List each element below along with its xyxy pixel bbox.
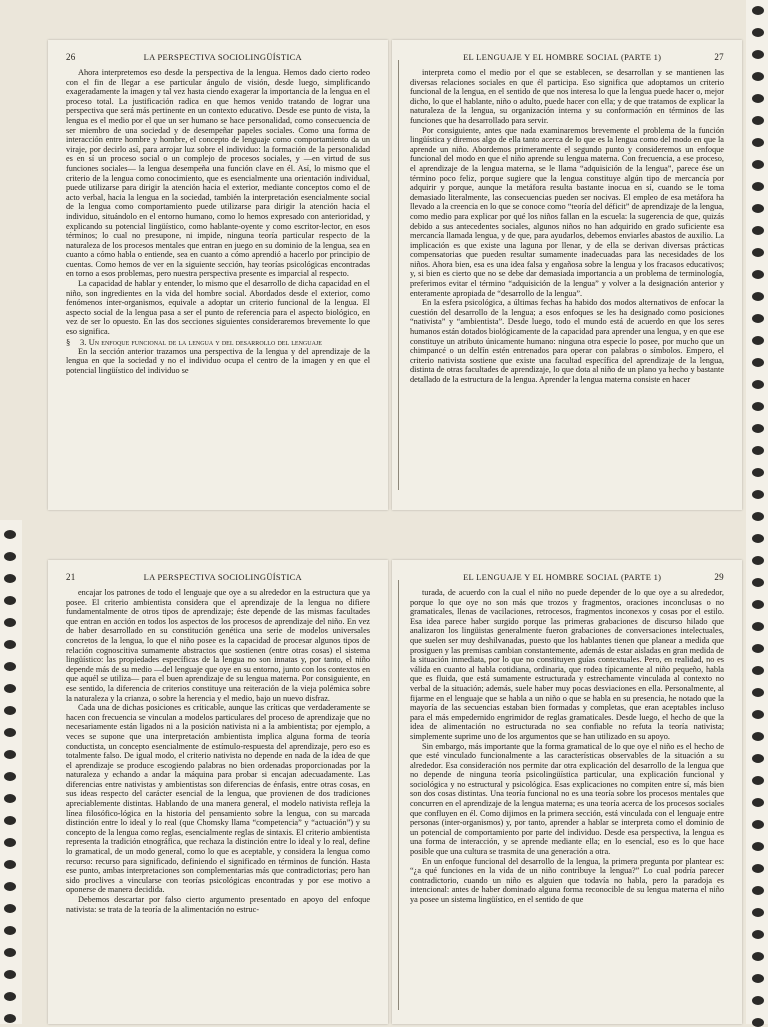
binding-ring [4, 904, 16, 913]
binding-ring [752, 424, 764, 433]
page-27 [392, 40, 742, 510]
binding-ring [752, 28, 764, 37]
binding-ring [752, 446, 764, 455]
binding-ring [752, 842, 764, 851]
binding-ring [752, 160, 764, 169]
running-head: LA PERSPECTIVA SOCIOLINGÜÍSTICA [143, 572, 302, 582]
binding-ring [752, 72, 764, 81]
binding-ring [4, 662, 16, 671]
binding-ring [752, 952, 764, 961]
page-body [392, 66, 742, 385]
binding-ring [4, 728, 16, 737]
binding-ring [4, 552, 16, 561]
page-number: 29 [714, 572, 724, 582]
binding-ring [752, 314, 764, 323]
binding-ring [4, 706, 16, 715]
binding-ring [752, 468, 764, 477]
running-head: EL LENGUAJE Y EL HOMBRE SOCIAL (PARTE 1) [463, 572, 662, 582]
binding-ring [752, 930, 764, 939]
spiral-binding-left [0, 520, 22, 1024]
page-body [392, 586, 742, 905]
binding-ring [752, 512, 764, 521]
binding-ring [4, 640, 16, 649]
binding-ring [752, 490, 764, 499]
binding-ring [752, 644, 764, 653]
page-header [392, 40, 742, 66]
page-body [48, 586, 388, 914]
binding-ring [4, 794, 16, 803]
binding-ring [752, 402, 764, 411]
section-mark: § [66, 336, 71, 347]
binding-ring [752, 886, 764, 895]
paragraph: encajar los patrones de todo el lenguaje que oye a su alrededor en la estructura que ya posee. El criterio ambientista considera que el aprendizaje de la lengua no difiere fundamentalmente de otros tipos de aprendizaje; éste depende de las mismas facultades que entran en acción en todos los aspectos de los procesos de aprendizaje del niño. En vez de haber desarrollado en su constitución genética una serie de modelos universales concretos de la lengua, lo que el niño posee es la capacidad de procesar algunos tipos de relación cognoscitiva sumamente abstractos que sostienen (entre otras cosas) el sistema lingüístico: las propiedades específicas de la lengua no son innatas y, por tanto, el niño depende más de su medio —del lenguaje que oye en su entorno, junto con los contextos en que aquél se utiliza— para el buen aprendizaje de su lengua materna. Por consiguiente, en ese sentido, la diferencia de criterios constituye una reiteración de la vieja polémica sobre la naturaleza y la crianza, o sobre la herencia y el medio, bajo un nuevo disfraz. [66, 588, 370, 703]
binding-ring [752, 50, 764, 59]
running-head: EL LENGUAJE Y EL HOMBRE SOCIAL (PARTE 1) [463, 52, 662, 62]
binding-ring [752, 864, 764, 873]
binding-ring [752, 380, 764, 389]
binding-ring [752, 1018, 764, 1027]
binding-ring [752, 556, 764, 565]
binding-ring [4, 574, 16, 583]
page-26 [48, 40, 388, 510]
page-29 [392, 560, 742, 1024]
page-header [48, 40, 388, 66]
binding-ring [752, 94, 764, 103]
binding-ring [4, 596, 16, 605]
binding-ring [752, 116, 764, 125]
paragraph: turada, de acuerdo con la cual el niño no puede depender de lo que oye a su alrededor, porque lo que oye no son más que trozos y fragmentos, oraciones inconclusas o no gramaticales, llenas de vacilaciones, retrocesos, fragmentos inconexos y cosas por el estilo. Esa idea parece haber surgido porque las primeras grabaciones de discurso hilado que analizaron los lingüistas generalmente fueron grabaciones de conversaciones intelectuales, que suelen ser muy deshilvanadas, puesto que los hablantes tienen que planear a medida que prosiguen y las premisas cambian constantemente, además de estar aisladas en gran medida de la situación inmediata, por lo que no constituyen guías contextuales. Pero, en realidad, no es válida en cuanto al habla cotidiana, ordinaria, que rodea típicamente al niño pequeño, habla que es fluida, que está sumamente estructurada y estrechamente vinculada al contexto no verbal de la situación; además, suele haber muy pocas desviaciones en ella. Personalmente, al fijarme en el lenguaje que se habla a un niño o que se habla en su presencia, he notado que la mayoría de las secuencias estaban bien formadas y completas, que eran aceptables incluso para el más empedernido engrimidor de reglas gramaticales. Desde luego, el hecho de que la idea de alimentación no estructurada no sea confiable no refuta la teoría nativista; simplemente suprime uno de los argumentos que se han utilizado en su apoyo. [410, 588, 724, 741]
paragraph: Por consiguiente, antes que nada examinaremos brevemente el problema de la función lingüística y diremos algo de ella tanto acerca de lo que es la lengua como del modo en que la aprende un niño. Abordemos primeramente el segundo punto y consideremos un enfoque funcional del modo en que el niño aprende su lengua materna. Con frecuencia, a ese proceso, el aprendizaje de la lengua materna, se le llama “adquisición de la lengua”, parece ése un término poco feliz, porque sugiere que la lengua constituye algún tipo de mercancía por adquirir y porque, aunque la metáfora resulta bastante inocua en sí, cuando se le toma demasiado literalmente, las consecuencias pueden ser nocivas. El empleo de esa metáfora ha llevado a la creencia en lo que se conoce como “teoría del déficit” de aprendizaje de la lengua, como medio para explicar por qué los niños fallan en la escuela: la sugerencia de que, quizás debido a sus antecedentes sociales, algunos niños no han adquirido en grado suficiente esa mercancía llamada lengua, y de que, para ayudarlos, debemos enviarles abastos de auxilio. La implicación es que existe una laguna por llenar, y de ella se derivan diversas prácticas compensatorias que pueden resultar sumamente inadecuadas para las necesidades de los niños. Ahora bien, esa es una idea falsa y engañosa sobre la lengua y los fracasos educativos; y, si bien es cierto que no se debe dar demasiada importancia a un problema de terminología, preferimos evitar el término “adquisición de la lengua” y volver a la designación anterior y enteramente apropiada de “desarrollo de la lengua”. [410, 125, 724, 298]
paragraph: En un enfoque funcional del desarrollo de la lengua, la primera pregunta por plantear es: “¿a qué funciones en la vida de un niño contribuye la lengua?” Lo cual podría parecer contradictorio, cuando un niño es alguien que todavía no habla, pero la paradoja es intencional: antes de haber dominado alguna forma reconocible de su lengua materna el niño ya posee un sistema lingüístico, en el sentido de que [410, 856, 724, 904]
binding-ring [752, 908, 764, 917]
binding-ring [752, 6, 764, 15]
paragraph: Debemos descartar por falso cierto argumento presentado en apoyo del enfoque nativista: se trata de la teoría de la alimentación no estruc- [66, 895, 370, 914]
binding-ring [752, 798, 764, 807]
section-title: 3. Un enfoque funcional de la lengua y del desarrollo del lenguaje [80, 336, 322, 347]
binding-ring [752, 732, 764, 741]
binding-ring [4, 618, 16, 627]
binding-ring [752, 754, 764, 763]
binding-ring [4, 530, 16, 539]
margin-line [398, 580, 399, 1010]
paragraph: En la esfera psicológica, a últimas fechas ha habido dos modos alternativos de enfocar la cuestión del desarrollo de la lengua; a esos enfoques se les ha designado como posiciones “nativista” y “ambientista”. Desde luego, todo el mundo está de acuerdo en que los seres humanos están dotados biológicamente de la capacidad para aprender una lengua, y en que ese constituye un atributo únicamente humano: ninguna otra especie lo posee, por mucho que un chimpancé o un delfín estén entrenados para operar con palabras o símbolos. Empero, el criterio nativista sostiene que existe una facultad específica del aprendizaje de la lengua, distinta de otras facultades de aprendizaje, lo que dota al niño de un plano ya hecho y bastante detallado de la estructura de la lengua. Aprender la lengua materna consiste en hacer [410, 298, 725, 384]
binding-ring [752, 820, 764, 829]
paragraph: La capacidad de hablar y entender, lo mismo que el desarrollo de dicha capacidad en el niño, son ingredientes en la vida del hombre social. Abordados desde el exterior, como fenómenos inter-organismos, equivale a adoptar un criterio funcional de la lengua. El aspecto social de la lengua pasa a ser el punto de referencia para el aspecto biológico, en vez de ser lo opuesto. En las dos secciones siguientes consideraremos brevemente lo que eso significa. [66, 279, 370, 337]
page-number: 27 [714, 52, 724, 62]
binding-ring [752, 622, 764, 631]
binding-ring [752, 534, 764, 543]
section-heading [66, 337, 370, 347]
paragraph: Ahora interpretemos eso desde la perspectiva de la lengua. Hemos dado cierto rodeo con el fin de llegar a ese particular ángulo de visión, desde luego, simplificando exageradamente la imagen y tal vez hasta ciendo exagerar la importancia de la lengua en el proceso total. La justificación radica en que hemos venido tratando de lograr una perspectiva que será más pertinente en un contexto educativo. Desde ese punto de vista, la lengua es el medio por el que un ser humano se hace personalidad, como consecuencia de ser miembro de una sociedad y de desempeñar papeles sociales. Como una forma de interacción entre hombre y hombre, el concepto de lenguaje como comportamiento da un viraje, por decirlo así, para arrojar luz sobre el individuo: la formación de la personalidad es en sí un proceso social o un complejo de procesos sociales, y —en virtud de sus funciones sociales— la lengua desempeña una función clave en él. Así, lo mismo que el criterio de la lengua como conocimiento, que es esencialmente una orientación individual, puede utilizarse para dirigir la atención hacia el exterior, mediante conceptos como el de acto verbal, hacia la lengua en la sociedad, también la interpretación esencialmente social de la lengua como comportamiento puede utilizarse para dirigir la atención hacia el individuo, situándolo en el entorno humano, como lo hemos expresado con anterioridad, y explicando su potencial lingüístico, como hablante-oyente y como escritor-lector, en esos términos; lo cual no presupone, ni impide, ninguna teoría particular respecto de la naturaleza de los procesos mentales que entran en juego en su dominio de la lengua, sea en cuanto a cómo habla o entiende, sea en cuanto a cómo aprendió a hacerlo por principio de cuentas. Como hemos de ver en la siguiente sección, hay teorías psicológicas encontradas en torno a esos problemas, pero nuestra perspectiva presente es imparcial al respecto. [66, 68, 370, 279]
binding-ring [752, 776, 764, 785]
binding-ring [4, 860, 16, 869]
binding-ring [4, 1014, 16, 1023]
binding-ring [752, 358, 764, 367]
page-number: 21 [66, 572, 76, 582]
binding-ring [4, 750, 16, 759]
binding-ring [752, 270, 764, 279]
binding-ring [752, 138, 764, 147]
binding-ring [752, 248, 764, 257]
binding-ring [752, 996, 764, 1005]
binding-ring [4, 992, 16, 1001]
page-21 [48, 560, 388, 1024]
binding-ring [752, 974, 764, 983]
binding-ring [752, 336, 764, 345]
binding-ring [752, 600, 764, 609]
binding-ring [752, 292, 764, 301]
binding-ring [752, 710, 764, 719]
binding-ring [4, 970, 16, 979]
binding-ring [752, 226, 764, 235]
paragraph: Sin embargo, más importante que la forma gramatical de lo que oye el niño es el hecho de que esté vinculado funcionalmente a las características observables de la situación a su alrededor. Esa consideración nos permite dar otra explicación del desarrollo de la lengua que no depende de ninguna teoría psicolingüística particular, una explicación funcional y sociológica y no estructural y psicológica. Esas explicaciones no compiten entre sí, más bien son dos cosas distintas. Una teoría funcional no es una teoría sobre los procesos mentales que concurren en el aprendizaje de la lengua materna; es una teoría acerca de los procesos sociales que confluyen en él. Como dijimos en la primera sección, está vinculada con el lenguaje entre personas (inter-organismos) y, por tanto, aprender a hablar se interpreta como el dominio de un potencial de comportamiento por parte del individuo. Desde esa perspectiva, la lengua es una forma de interacción, y se aprende mediante ella; en lo esencial, eso es lo que hace posible que una cultura se trasmita de una generación a otra. [410, 741, 724, 857]
binding-ring [752, 666, 764, 675]
page-header [392, 560, 742, 586]
page-number: 26 [66, 52, 76, 62]
binding-ring [4, 772, 16, 781]
spiral-binding-right [746, 0, 768, 1024]
binding-ring [752, 688, 764, 697]
binding-ring [4, 948, 16, 957]
binding-ring [752, 578, 764, 587]
binding-ring [4, 882, 16, 891]
running-head: LA PERSPECTIVA SOCIOLINGÜÍSTICA [143, 52, 302, 62]
binding-ring [752, 204, 764, 213]
binding-ring [4, 816, 16, 825]
page-header [48, 560, 388, 586]
binding-ring [4, 684, 16, 693]
margin-line [398, 60, 399, 490]
page-body [48, 66, 388, 375]
binding-ring [752, 182, 764, 191]
binding-ring [4, 926, 16, 935]
paragraph: Cada una de dichas posiciones es criticable, aunque las críticas que verdaderamente se hacen con frecuencia se vinculan a modelos particulares del proceso de aprendizaje que no necesariamente están ligados ni a la posición nativista ni a la ambientista; por ejemplo, a veces se supone que una interpretación ambientista implica alguna forma de teoría conductista, un concepto esencialmente de estímulo-respuesta del aprendizaje, pero eso es totalmente falso. De igual modo, el criterio nativista no depende en nada de la idea de que el aprendizaje se produce escogiendo palabras no bien ordenadas proporcionadas por la naturaleza y echando a andar la máquina para probar si encajan adecuadamente. Las diferencias entre nativistas y ambientistas son diferencias de énfasis, entre otras cosas, en sus ideas respecto del carácter esencial de la lengua, que provienen de dos tradiciones apreciablemente distintas. Hablando de una manera general, el modelo nativista refleja la línea filosófico-lógica en la historia del pensamiento sobre la lengua, con su marcada distinción entre lo ideal y lo real (que Chomsky llama “competencia” y “actuación”) y su concepto de la lengua como reglas, esencialmente reglas de sintaxis. El criterio ambientista representa la tradición etnográfica, que rechaza la distinción entre lo ideal y lo real, define lo gramatical, de un modo general, como lo que es aceptable, y considera la lengua como recurso: recurso para significado, definiendo el significado en términos de función. Hasta ese punto, ambas interpretaciones son complementarias más que contradictorias; pero han sido proclives a vincularse con teorías psicológicas encontradas y por ese motivo a oponerse de manera decidida. [66, 703, 370, 895]
paragraph: interpreta como el medio por el que se establecen, se desarrollan y se mantienen las diversas relaciones sociales en que él participa. Eso significa que adoptamos un criterio funcional de la lengua, en el sentido de que nos interesa lo que la lengua puede hacer o, mejor dicho, lo que el hablante, niño o adulto, puede hacer con ella; y de que tratamos de explicar la naturaleza de la lengua, su organización interna y su conformación en términos de las funciones que ha desarrollado para servir. [410, 68, 724, 125]
paragraph: En la sección anterior trazamos una perspectiva de la lengua y del aprendizaje de la lengua en que la sociedad y no el individuo ocupa el centro de la imagen y en que el potencial lingüístico del individuo se [66, 346, 370, 375]
binding-ring [4, 838, 16, 847]
